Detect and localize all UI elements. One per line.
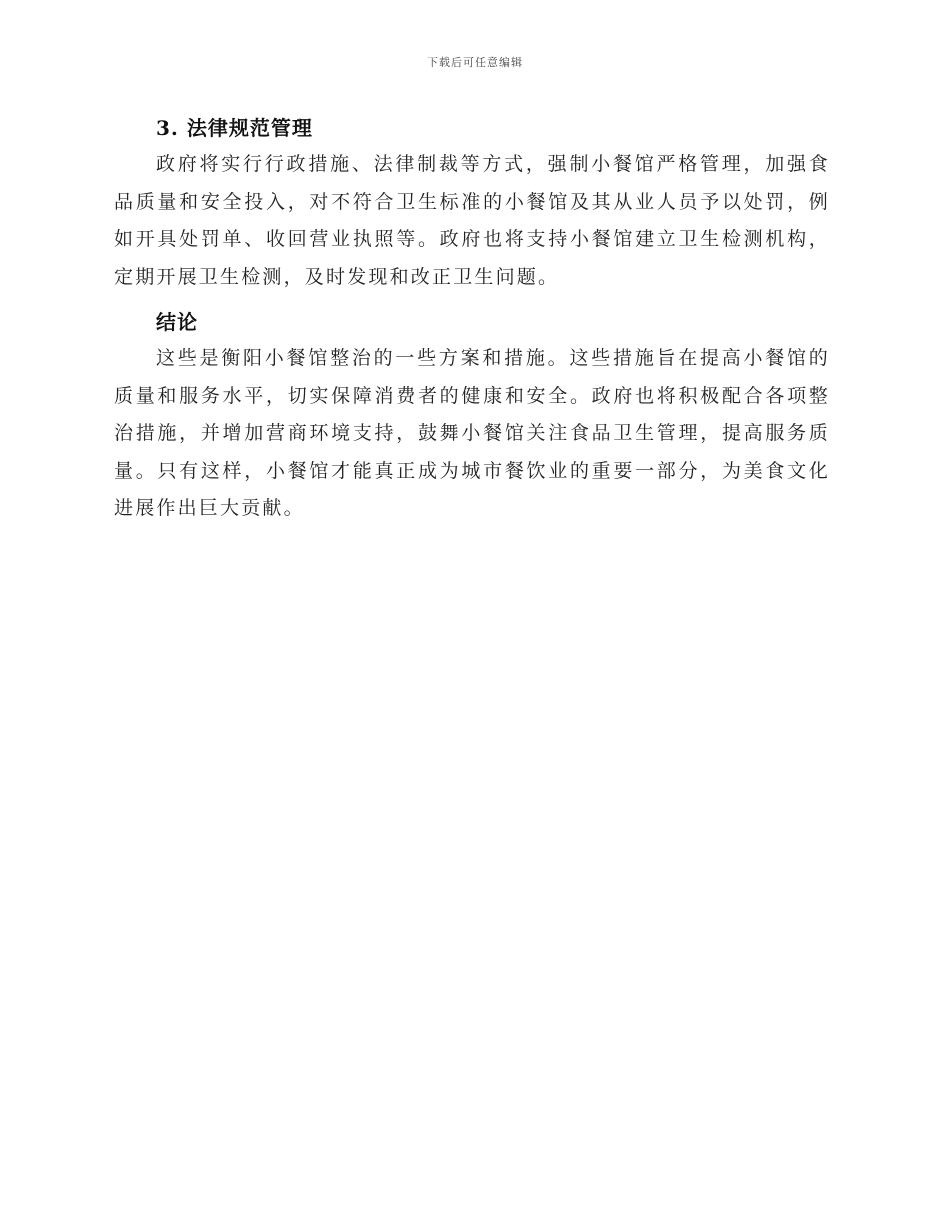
document-content [114, 110, 830, 528]
section-legal-management [114, 110, 830, 296]
section-conclusion [114, 304, 830, 528]
section-paragraph-legal-management: 政府将实行行政措施、法律制裁等方式，强制小餐馆严格管理，加强食品质量和安全投入，对不符合卫生标准的小餐馆及其从业人员予以处罚，例如开具处罚单、收回营业执照等。政府也将支持小餐馆建立卫生检测机构，定期开展卫生检测，及时发现和改正卫生问题。 [114, 153, 830, 288]
section-heading-legal-management: 3. 法律规范管理 [156, 116, 313, 140]
section-paragraph-conclusion: 这些是衡阳小餐馆整治的一些方案和措施。这些措施旨在提高小餐馆的质量和服务水平，切实保障消费者的健康和安全。政府也将积极配合各项整治措施，并增加营商环境支持，鼓舞小餐馆关注食品卫生管理，提高服务质量。只有这样，小餐馆才能真正成为城市餐饮业的重要一部分，为美食文化进展作出巨大贡献。 [114, 347, 830, 519]
header-note: 下载后可任意编辑 [427, 56, 523, 69]
section-heading-conclusion: 结论 [156, 310, 198, 334]
section-spacer [114, 296, 830, 304]
